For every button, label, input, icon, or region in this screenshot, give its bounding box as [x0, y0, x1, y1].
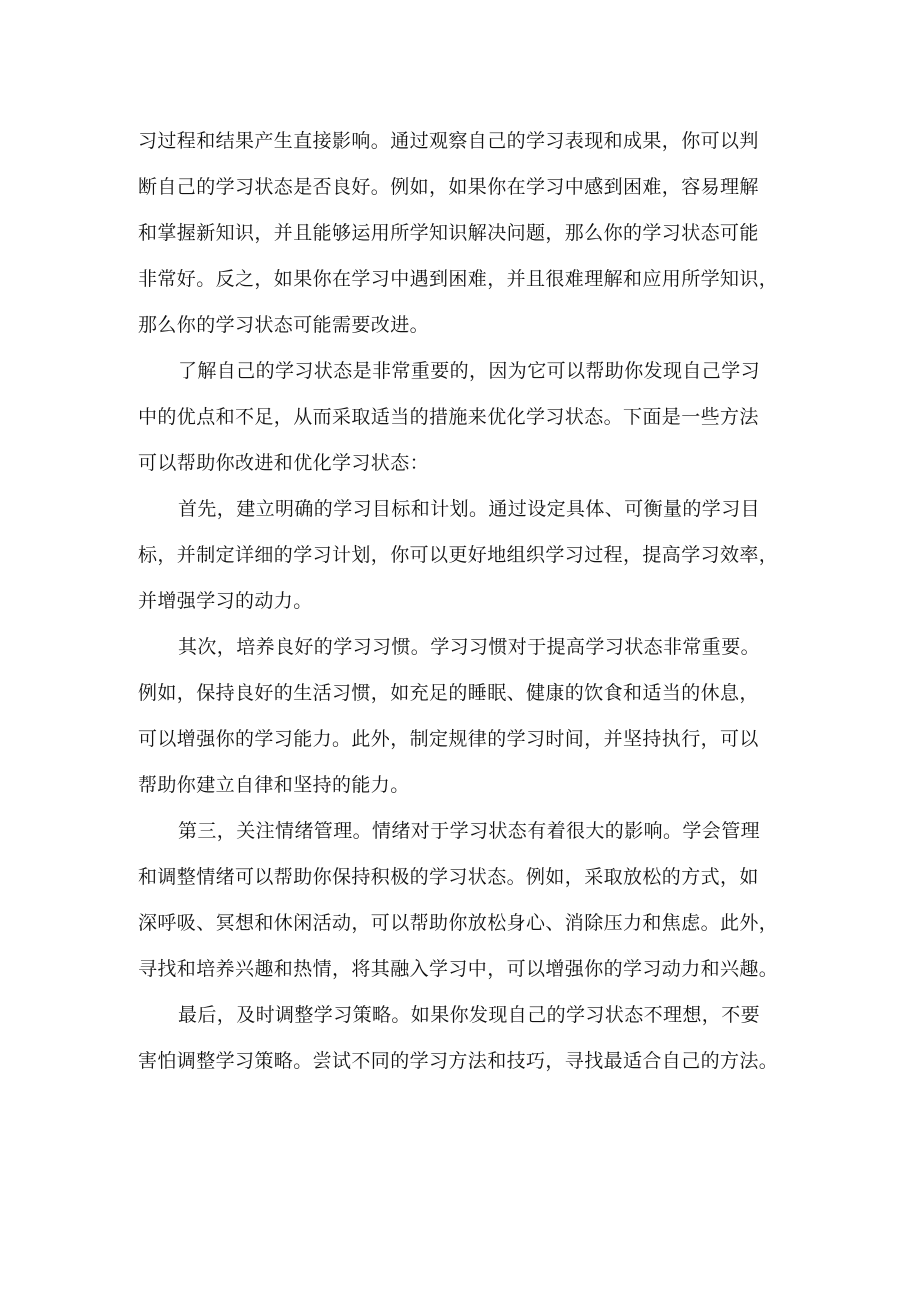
- text-line: 可以帮助你改进和优化学习状态：: [138, 452, 430, 474]
- text-line: 和调整情绪可以帮助你保持积极的学习状态。例如，采取放松的方式，如: [138, 866, 759, 888]
- text-line: 例如，保持良好的生活习惯，如充足的睡眠、健康的饮食和适当的休息，: [138, 682, 759, 704]
- text-line: 害怕调整学习策略。尝试不同的学习方法和技巧，寻找最适合自己的方法。: [138, 1050, 779, 1072]
- text-line: 习过程和结果产生直接影响。通过观察自己的学习表现和成果，你可以判: [138, 130, 759, 152]
- paragraph-start-line: 首先，建立明确的学习目标和计划。通过设定具体、可衡量的学习目: [178, 498, 761, 520]
- text-line: 深呼吸、冥想和休闲活动，可以帮助你放松身心、消除压力和焦虑。此外，: [138, 912, 779, 934]
- text-line: 可以增强你的学习能力。此外，制定规律的学习时间，并坚持执行，可以: [138, 728, 759, 750]
- text-line: 和掌握新知识，并且能够运用所学知识解决问题，那么你的学习状态可能: [138, 222, 759, 244]
- text-line: 寻找和培养兴趣和热情，将其融入学习中，可以增强你的学习动力和兴趣。: [138, 958, 779, 980]
- text-line: 并增强学习的动力。: [138, 590, 313, 612]
- text-line: 标，并制定详细的学习计划，你可以更好地组织学习过程，提高学习效率，: [138, 544, 779, 566]
- text-line: 那么你的学习状态可能需要改进。: [138, 314, 430, 336]
- paragraph-start-line: 其次，培养良好的学习习惯。学习习惯对于提高学习状态非常重要。: [178, 636, 761, 658]
- paragraph-start-line: 了解自己的学习状态是非常重要的，因为它可以帮助你发现自己学习: [178, 360, 761, 382]
- text-line: 非常好。反之，如果你在学习中遇到困难，并且很难理解和应用所学知识，: [138, 268, 779, 290]
- text-line: 中的优点和不足，从而采取适当的措施来优化学习状态。下面是一些方法: [138, 406, 759, 428]
- paragraph-start-line: 最后，及时调整学习策略。如果你发现自己的学习状态不理想，不要: [178, 1004, 761, 1026]
- text-line: 帮助你建立自律和坚持的能力。: [138, 774, 410, 796]
- text-line: 断自己的学习状态是否良好。例如，如果你在学习中感到困难，容易理解: [138, 176, 759, 198]
- document-body: [138, 118, 800, 1084]
- paragraph-start-line: 第三，关注情绪管理。情绪对于学习状态有着很大的影响。学会管理: [178, 820, 761, 842]
